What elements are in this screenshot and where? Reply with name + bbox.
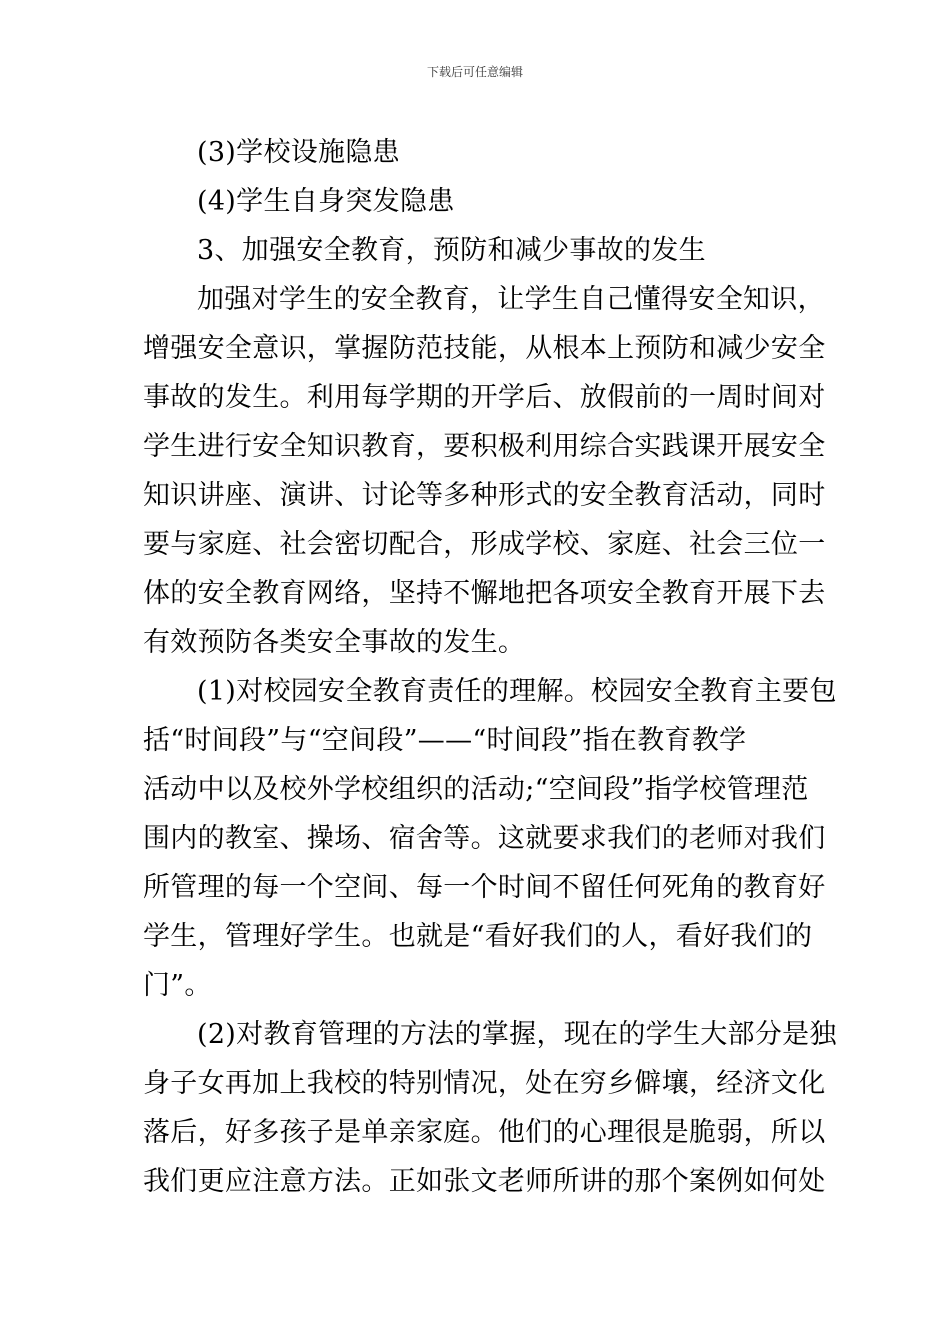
page-header: 下载后可任意编辑 (426, 65, 523, 79)
paragraph-line: 知识讲座、演讲、讨论等多种形式的安全教育活动，同时 (143, 480, 826, 511)
paragraph-line: 落后，好多孩子是单亲家庭。他们的心理很是脆弱，所以 (143, 1117, 826, 1148)
paragraph-line: 括“时间段”与“空间段”——“时间段”指在教育教学 (143, 725, 747, 756)
paragraph-line: 我们更应注意方法。正如张文老师所讲的那个案例如何处 (143, 1166, 826, 1197)
paragraph-line: 学生，管理好学生。也就是“看好我们的人，看好我们的 (143, 921, 813, 952)
paragraph-line: 身子女再加上我校的特别情况，处在穷乡僻壤，经济文化 (143, 1068, 826, 1099)
paragraph-line: 要与家庭、社会密切配合，形成学校、家庭、社会三位一 (143, 529, 826, 560)
paragraph-line: 有效预防各类安全事故的发生。 (143, 627, 526, 658)
paragraph-line: 门”。 (143, 970, 212, 1001)
section-heading-3: 3、加强安全教育，预防和减少事故的发生 (197, 235, 706, 266)
paragraph-line: 加强对学生的安全教育，让学生自己懂得安全知识， (197, 284, 825, 315)
paragraph-line: 围内的教室、操场、宿舍等。这就要求我们的老师对我们 (143, 823, 826, 854)
paragraph-line: 所管理的每一个空间、每一个时间不留任何死角的教育好 (143, 872, 826, 903)
list-item-facility-hazard: (3)学校设施隐患 (197, 137, 400, 168)
document-body (143, 128, 837, 1206)
paragraph-line: 体的安全教育网络，坚持不懈地把各项安全教育开展下去 (143, 578, 826, 609)
paragraph-line: 增强安全意识，掌握防范技能，从根本上预防和减少安全 (143, 333, 826, 364)
paragraph-line: (2)对教育管理的方法的掌握，现在的学生大部分是独 (197, 1019, 837, 1050)
paragraph-line: 学生进行安全知识教育，要积极利用综合实践课开展安全 (143, 431, 826, 462)
paragraph-line: 事故的发生。利用每学期的开学后、放假前的一周时间对 (143, 382, 826, 413)
paragraph-line: (1)对校园安全教育责任的理解。校园安全教育主要包 (197, 676, 837, 707)
list-item-student-hazard: (4)学生自身突发隐患 (197, 186, 455, 217)
paragraph-line: 活动中以及校外学校组织的活动;“空间段”指学校管理范 (143, 774, 809, 805)
